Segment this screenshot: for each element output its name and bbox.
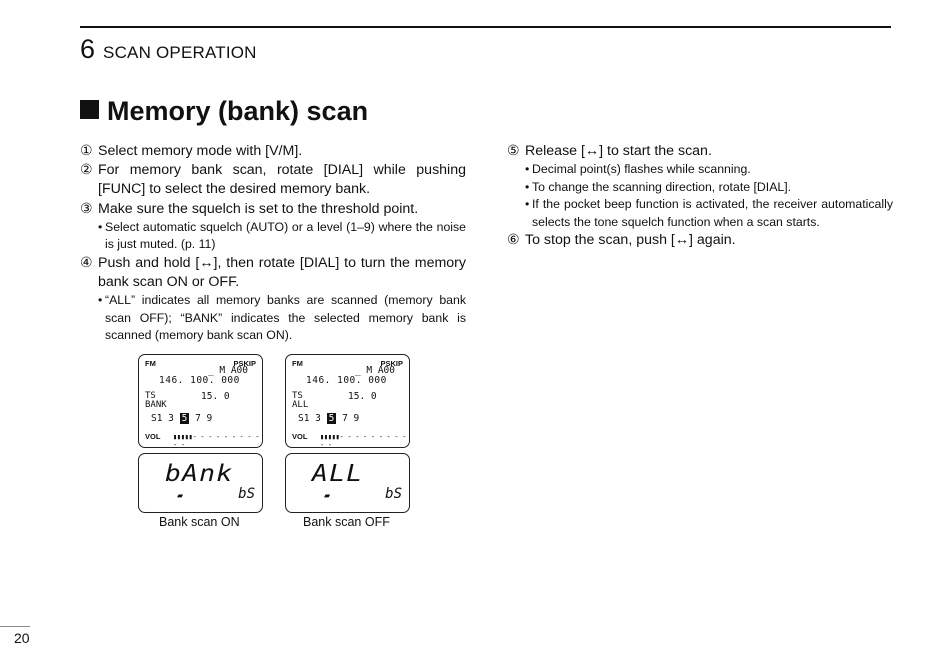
squelch-row xyxy=(151,413,212,424)
squelch-selected: 5 xyxy=(181,413,188,424)
step-bullet xyxy=(525,196,893,231)
step-number: ① xyxy=(80,143,93,159)
pskip-indicator: PSKIP xyxy=(233,359,256,368)
section-heading xyxy=(80,96,368,127)
ts-label: TS xyxy=(292,391,303,401)
chapter-number: 6 xyxy=(80,34,96,64)
step-item xyxy=(80,161,466,199)
lcd-segment-bank-on xyxy=(138,453,263,513)
bs-indicator: bS xyxy=(238,486,255,502)
step-text: Release [↔] to start the scan. xyxy=(525,143,712,159)
step-text: Push and hold [↔], then rotate [DIAL] to turn the memory bank scan ON or OFF. xyxy=(98,254,466,291)
ts-label: TS xyxy=(145,391,156,401)
bullet-dot-icon: • xyxy=(98,293,103,308)
frequency-readout: 146. 100. 000 xyxy=(306,375,387,386)
step-item xyxy=(507,231,893,250)
squelch-pre: S1 3 xyxy=(298,413,327,424)
bullet-dot-icon: • xyxy=(525,197,530,212)
page-number: 20 xyxy=(14,630,30,646)
speaker-icon: ▰ xyxy=(177,491,184,500)
squelch-pre: S1 3 xyxy=(151,413,180,424)
volume-bar: ▮▮▮▮▮- - - - - - - - - - - xyxy=(320,433,407,449)
fm-indicator: FM xyxy=(145,359,156,368)
bullet-text: “ALL” indicates all memory banks are scanned (memory bank scan OFF); “BANK” indicates the selected memory bank is scanned (memory bank scan ON). xyxy=(105,293,466,343)
caption-bank-on: Bank scan ON xyxy=(159,515,240,529)
lcd-display-bank-off xyxy=(285,354,410,448)
speaker-icon: ▰ xyxy=(324,491,331,500)
squelch-selected: 5 xyxy=(328,413,335,424)
segment-text: bAnk xyxy=(165,461,234,487)
step-bullet xyxy=(525,179,893,197)
header-rule xyxy=(80,26,891,28)
square-bullet-icon xyxy=(80,100,99,119)
step-number: ⑤ xyxy=(507,143,520,159)
step-text: Make sure the squelch is set to the threshold point. xyxy=(98,200,419,217)
page-number-rule xyxy=(0,626,30,627)
scan-mode-label: ALL xyxy=(292,400,309,410)
lcd-segment-bank-off xyxy=(285,453,410,513)
right-column xyxy=(507,142,893,250)
scan-mode-label: BANK xyxy=(145,400,167,410)
squelch-post: 7 9 xyxy=(336,413,360,424)
step-item xyxy=(507,142,893,161)
step-number: ③ xyxy=(80,200,93,217)
bullet-dot-icon: • xyxy=(525,179,530,194)
bullet-dot-icon: • xyxy=(98,219,103,234)
tuning-step: 15. 0 xyxy=(348,391,377,402)
frequency-readout: 146. 100. 000 xyxy=(159,375,240,386)
vol-label: VOL xyxy=(292,432,308,441)
tuning-step: 15. 0 xyxy=(201,391,230,402)
step-text: Select memory mode with [V/M]. xyxy=(98,143,303,159)
bullet-text: To change the scanning direction, rotate [DIAL]. xyxy=(532,179,792,194)
left-column xyxy=(80,142,466,345)
step-item xyxy=(80,254,466,292)
bs-indicator: bS xyxy=(385,486,402,502)
squelch-row xyxy=(298,413,359,424)
chapter-heading xyxy=(80,34,257,65)
vol-label: VOL xyxy=(145,432,161,441)
step-number: ④ xyxy=(80,254,93,271)
step-number: ② xyxy=(80,162,93,179)
bullet-text: If the pocket beep function is activated, the receiver automatically selects the tone squelch function when a scan starts. xyxy=(532,197,893,229)
step-item xyxy=(80,142,466,161)
memory-channel: _ M A00 xyxy=(354,365,395,376)
step-number: ⑥ xyxy=(507,232,520,249)
step-item xyxy=(80,200,466,219)
step-bullet xyxy=(525,161,893,179)
caption-bank-off: Bank scan OFF xyxy=(303,515,390,529)
squelch-post: 7 9 xyxy=(189,413,213,424)
pskip-indicator: PSKIP xyxy=(380,359,403,368)
volume-bar: ▮▮▮▮▮- - - - - - - - - - - xyxy=(173,433,260,449)
bullet-dot-icon: • xyxy=(525,162,530,177)
step-text: For memory bank scan, rotate [DIAL] while pushing [FUNC] to select the desired memory bank. xyxy=(98,162,466,198)
lcd-display-bank-on xyxy=(138,354,263,448)
section-title: Memory (bank) scan xyxy=(107,96,369,126)
memory-channel: _ M A00 xyxy=(207,365,248,376)
step-text: To stop the scan, push [↔] again. xyxy=(525,232,736,249)
step-bullet xyxy=(98,292,466,345)
segment-text: ALL xyxy=(312,461,364,487)
step-bullet xyxy=(98,219,466,254)
fm-indicator: FM xyxy=(292,359,303,368)
bullet-text: Select automatic squelch (AUTO) or a level (1–9) where the noise is just muted. (p. 11) xyxy=(105,219,466,252)
chapter-title: SCAN OPERATION xyxy=(103,43,257,62)
bullet-text: Decimal point(s) flashes while scanning. xyxy=(532,162,751,177)
